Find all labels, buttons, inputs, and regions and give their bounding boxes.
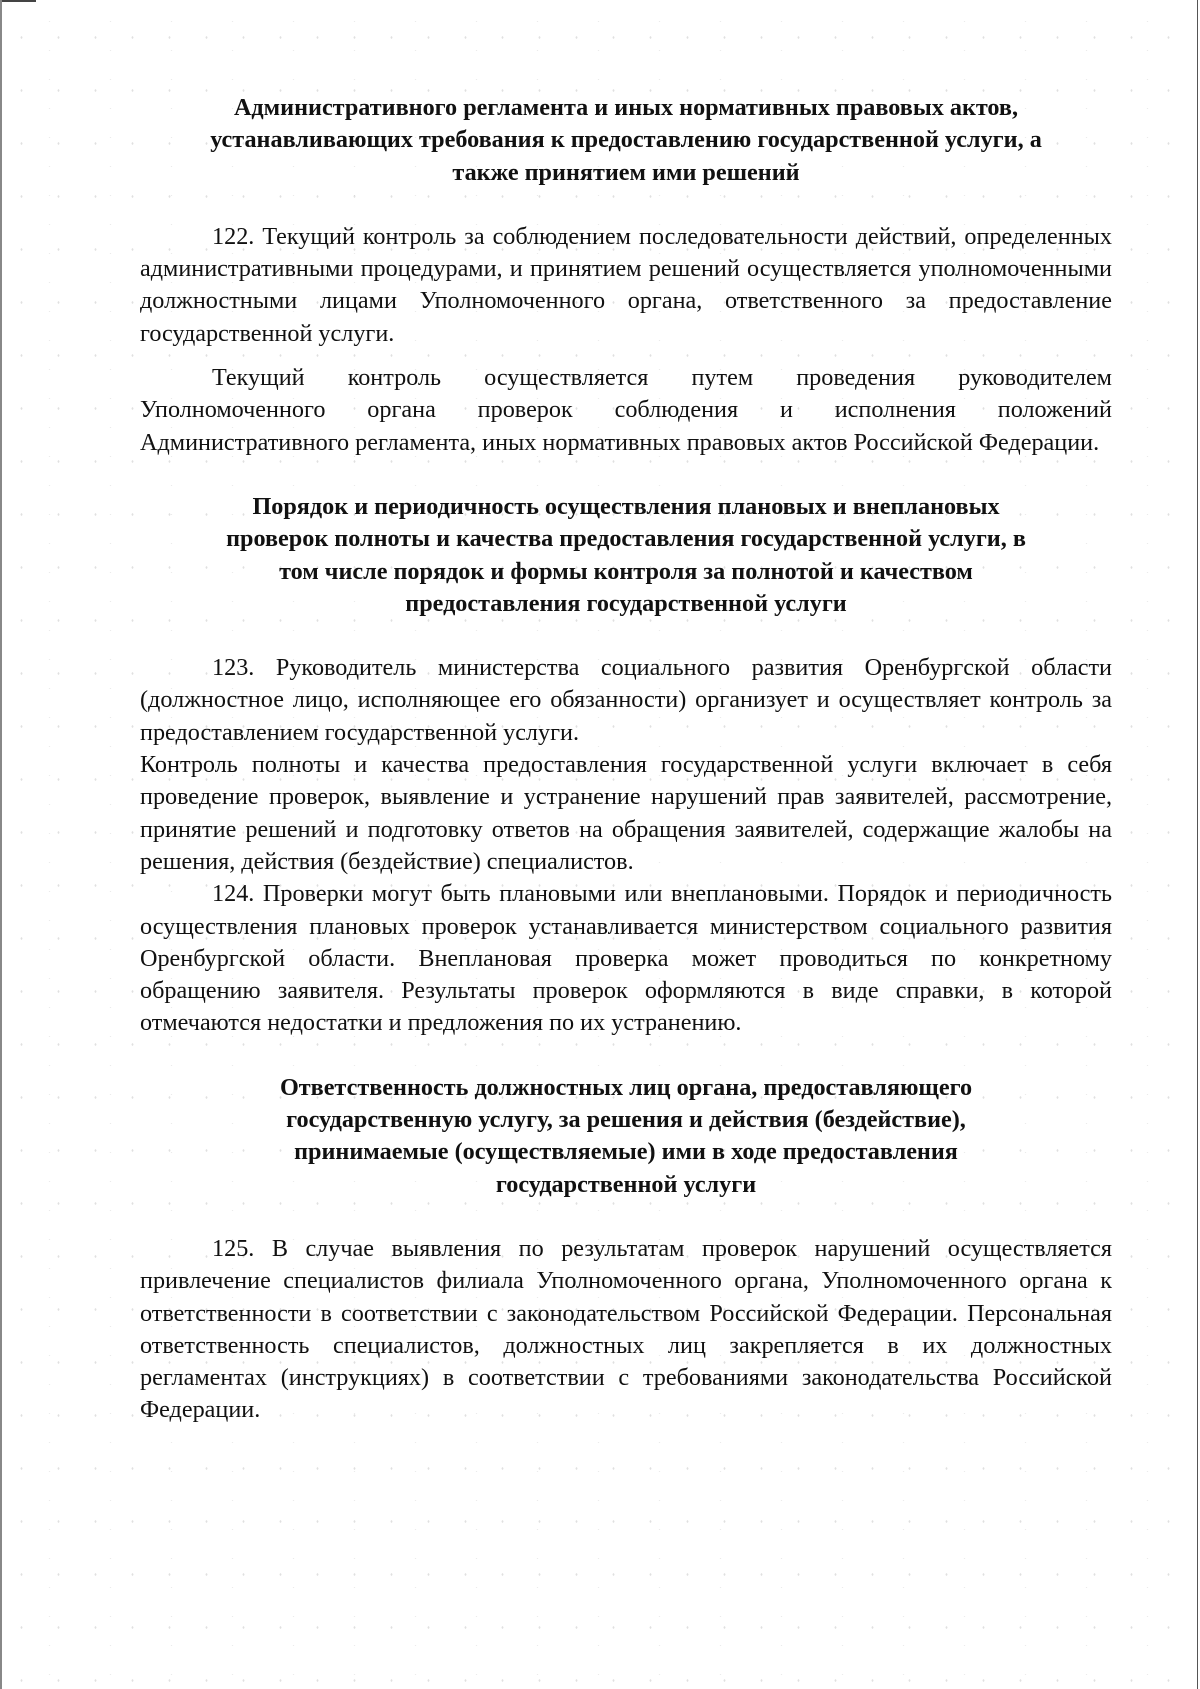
section-heading-inspections: Порядок и периодичность осуществления плановых и внеплановых проверок полноты и качества предоставления государственной услуги, в том числе порядок и формы контроля за полнотой и качеством предоставления государственной услуги bbox=[226, 492, 1026, 617]
paragraph-125: 125. В случае выявления по результатам проверок нарушений осуществляется привлечение специалистов филиала Уполномоченного органа, Уполномоченного органа к ответственности в соответствии с законодательством Российской Федерации. Персональная ответственность специалистов, должностных лиц закрепляется в их должностных регламентах (инструкциях) в соответствии с требованиями законодательства Российской Федерации. bbox=[140, 1234, 1112, 1424]
scan-edge-right bbox=[1197, 0, 1198, 1689]
section-heading-control: Административного регламента и иных нормативных правовых актов, устанавливающих требования к предоставлению государственной услуги, а также принятием ими решений bbox=[210, 94, 1042, 186]
paragraph-123-continued: Контроль полноты и качества предоставления государственной услуги включает в себя проведение проверок, выявление и устранение нарушений прав заявителей, рассмотрение, принятие решений и подготовку ответов на обращения заявителей, содержащие жалобы на решения, действия (бездействие) специалистов. bbox=[140, 751, 1112, 875]
scan-edge-left bbox=[0, 0, 2, 1689]
scan-edge-top bbox=[0, 0, 36, 2]
section-heading-responsibility: Ответственность должностных лиц органа, предоставляющего государственную услугу, за решения и действия (бездействие), принимаемые (осуществляемые) ими в ходе предоставления государственной услуги bbox=[279, 1073, 973, 1198]
paragraph-124: 124. Проверки могут быть плановыми или внеплановыми. Порядок и периодичность осуществления плановых проверок устанавливается министерством социального развития Оренбургской области. Внеплановая проверка может проводиться по конкретному обращению заявителя. Результаты проверок оформляются в виде справки, в которой отмечаются недостатки и предложения по их устранению. bbox=[140, 880, 1112, 1037]
paragraph-122-continued: Текущий контроль осуществляется путем проведения руководителем Уполномоченного органа проверок соблюдения и исполнения положений Административного регламента, иных нормативных правовых актов Российской Федерации. bbox=[140, 364, 1112, 456]
paragraph-123: 123. Руководитель министерства социального развития Оренбургской области (должностное лицо, исполняющее его обязанности) организует и осуществляет контроль за предоставлением государственной услуги. bbox=[140, 654, 1112, 746]
paragraph-122: 122. Текущий контроль за соблюдением последовательности действий, определенных административными процедурами, и принятием решений осуществляется уполномоченными должностными лицами Уполномоченного органа, ответственного за предоставление государственной услуги. bbox=[140, 222, 1112, 347]
document-body bbox=[140, 92, 1112, 1427]
